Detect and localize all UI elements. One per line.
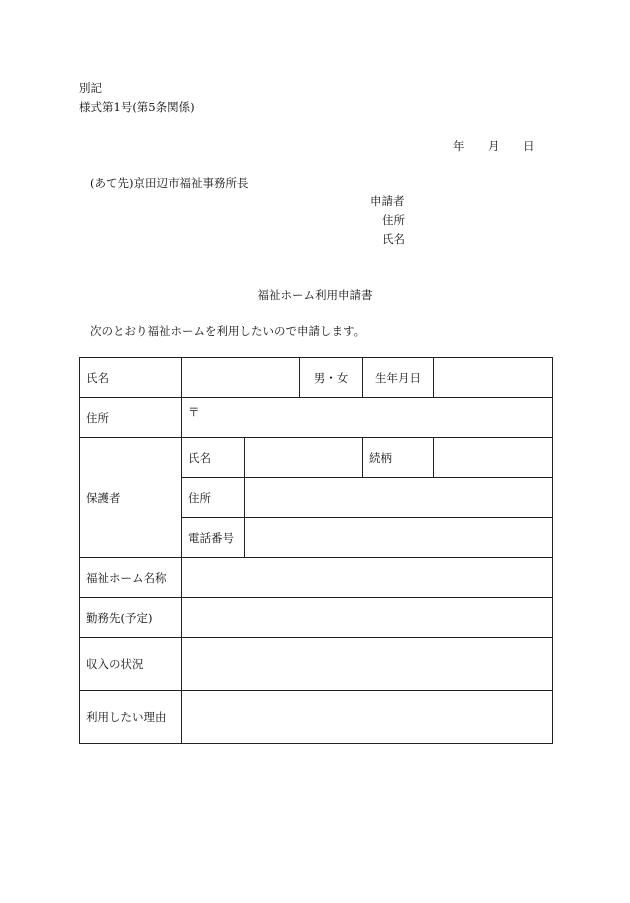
row-reason — [80, 691, 553, 744]
guardian-name-label: 氏名 — [182, 438, 245, 478]
address-label: 住所 — [80, 398, 182, 438]
name-field[interactable] — [182, 358, 300, 398]
guardian-address-label: 住所 — [182, 478, 245, 518]
applicant-address-label: 住所 — [382, 213, 405, 227]
intro-text: 次のとおり福祉ホームを利用したいので申請します。 — [90, 324, 366, 338]
birthdate-label: 生年月日 — [363, 358, 434, 398]
income-label: 収入の状況 — [80, 638, 182, 691]
gender-options[interactable]: 男・女 — [300, 358, 363, 398]
workplace-field[interactable] — [182, 598, 553, 638]
addressee: (あて先)京田辺市福祉事務所長 — [90, 176, 249, 190]
application-form-table — [79, 357, 553, 744]
guardian-address-field[interactable] — [245, 478, 553, 518]
form-number: 様式第1号(第5条関係) — [79, 100, 195, 114]
workplace-label: 勤務先(予定) — [80, 598, 182, 638]
postal-mark-icon: 〒 — [188, 405, 200, 419]
annex-label: 別記 — [79, 81, 102, 95]
applicant-label: 申請者 — [370, 194, 405, 208]
row-name — [80, 358, 553, 398]
date-month-label: 月 — [488, 139, 500, 153]
date-day-label: 日 — [523, 139, 535, 153]
guardian-name-field[interactable] — [245, 438, 363, 478]
name-label: 氏名 — [80, 358, 182, 398]
applicant-name-label: 氏名 — [382, 232, 405, 246]
reason-field[interactable] — [182, 691, 553, 744]
row-workplace — [80, 598, 553, 638]
home-name-label: 福祉ホーム名称 — [80, 558, 182, 598]
home-name-field[interactable] — [182, 558, 553, 598]
income-field[interactable] — [182, 638, 553, 691]
date-year-label: 年 — [453, 139, 465, 153]
document-title: 福祉ホーム利用申請書 — [257, 288, 373, 302]
birthdate-field[interactable] — [434, 358, 553, 398]
relationship-label: 続柄 — [363, 438, 434, 478]
row-address — [80, 398, 553, 438]
row-guardian-name — [80, 438, 553, 478]
row-home-name — [80, 558, 553, 598]
reason-label: 利用したい理由 — [80, 691, 182, 744]
relationship-field[interactable] — [434, 438, 553, 478]
guardian-label: 保護者 — [80, 438, 182, 558]
address-field[interactable] — [182, 398, 553, 438]
row-income — [80, 638, 553, 691]
phone-field[interactable] — [245, 518, 553, 558]
phone-label: 電話番号 — [182, 518, 245, 558]
